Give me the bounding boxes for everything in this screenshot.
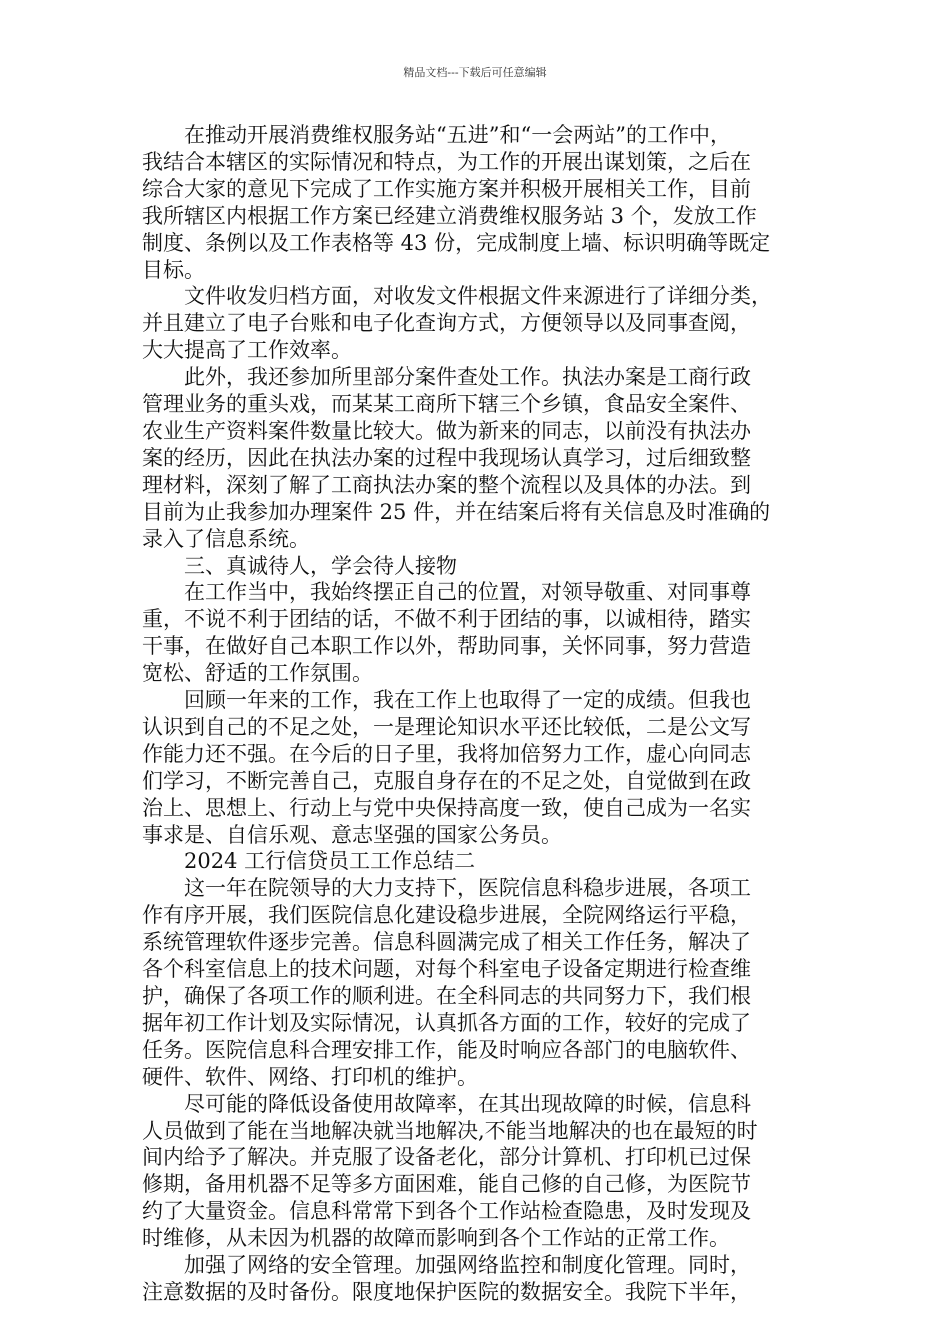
- text-line: 目前为止我参加办理案件 25 件，并在结案后将有关信息及时准确的: [142, 499, 771, 524]
- text-line: 事求是、自信乐观、意志坚强的国家公务员。: [142, 822, 562, 847]
- text-line: 文件收发归档方面，对收发文件根据文件来源进行了详细分类，: [184, 284, 772, 309]
- text-line: 三、真诚待人，学会待人接物: [184, 553, 457, 578]
- paragraph: [142, 1091, 822, 1252]
- text-line: 们学习，不断完善自己，克服自身存在的不足之处，自觉做到在政: [142, 768, 751, 793]
- page-header: 精品文档---下载后可任意编辑: [403, 66, 547, 79]
- text-line: 系统管理软件逐步完善。信息科圆满完成了相关工作任务，解决了: [142, 930, 751, 955]
- paragraph: [142, 687, 822, 848]
- text-line: 干事，在做好自己本职工作以外，帮助同事，关怀同事，努力营造: [142, 634, 751, 659]
- text-line: 此外，我还参加所里部分案件查处工作。执法办案是工商行政: [184, 365, 751, 390]
- text-line: 修期，备用机器不足等多方面困难，能自己修的自己修，为医院节: [142, 1172, 751, 1197]
- text-line: 任务。医院信息科合理安排工作，能及时响应各部门的电脑软件、: [142, 1037, 751, 1062]
- text-line: 农业生产资料案件数量比较大。做为新来的同志，以前没有执法办: [142, 418, 751, 443]
- text-line: 各个科室信息上的技术问题，对每个科室电子设备定期进行检查维: [142, 957, 751, 982]
- text-line: 宽松、舒适的工作氛围。: [142, 661, 373, 686]
- paragraph: [142, 553, 822, 580]
- text-line: 2024 工行信贷员工工作总结二: [184, 849, 476, 874]
- text-line: 制度、条例以及工作表格等 43 份，完成制度上墙、标识明确等既定: [142, 230, 771, 255]
- text-line: 作有序开展，我们医院信息化建设稳步进展，全院网络运行平稳，: [142, 903, 751, 928]
- text-line: 这一年在院领导的大力支持下，医院信息科稳步进展，各项工: [184, 876, 751, 901]
- document-body: [142, 122, 822, 1306]
- text-line: 案的经历，因此在执法办案的过程中我现场认真学习，过后细致整: [142, 445, 751, 470]
- text-line: 治上、思想上、行动上与党中央保持高度一致，使自己成为一名实: [142, 795, 751, 820]
- paragraph: [142, 1252, 822, 1306]
- text-line: 硬件、软件、网络、打印机的维护。: [142, 1064, 478, 1089]
- paragraph: [142, 122, 822, 283]
- text-line: 并且建立了电子台账和电子化查询方式，方便领导以及同事查阅，: [142, 311, 751, 336]
- paragraph: [142, 283, 822, 364]
- text-line: 回顾一年来的工作，我在工作上也取得了一定的成绩。但我也: [184, 688, 751, 713]
- text-line: 综合大家的意见下完成了工作实施方案并积极开展相关工作，目前: [142, 176, 751, 201]
- text-line: 注意数据的及时备份。限度地保护医院的数据安全。我院下半年，: [142, 1279, 751, 1304]
- text-line: 人员做到了能在当地解决就当地解决,不能当地解决的也在最短的时: [142, 1118, 758, 1143]
- paragraph: [142, 848, 822, 875]
- text-line: 我结合本辖区的实际情况和特点，为工作的开展出谋划策，之后在: [142, 149, 751, 174]
- text-line: 尽可能的降低设备使用故障率，在其出现故障的时候，信息科: [184, 1091, 751, 1116]
- text-line: 在工作当中，我始终摆正自己的位置，对领导敬重、对同事尊: [184, 580, 751, 605]
- text-line: 作能力还不强。在今后的日子里，我将加倍努力工作，虚心向同志: [142, 741, 751, 766]
- text-line: 约了大量资金。信息科常常下到各个工作站检查隐患，及时发现及: [142, 1199, 751, 1224]
- text-line: 理材料，深刻了解了工商执法办案的整个流程以及具体的办法。到: [142, 472, 751, 497]
- text-line: 目标。: [142, 257, 205, 282]
- text-line: 护，确保了各项工作的顺利进。在全科同志的共同努力下，我们根: [142, 984, 751, 1008]
- text-line: 大大提高了工作效率。: [142, 338, 352, 363]
- paragraph: [142, 579, 822, 687]
- text-line: 在推动开展消费维权服务站“五进”和“一会两站”的工作中，: [184, 123, 731, 147]
- text-line: 间内给予了解决。并克服了设备老化，部分计算机、打印机已过保: [142, 1145, 751, 1170]
- paragraph: [142, 875, 822, 1090]
- text-line: 认识到自己的不足之处，一是理论知识水平还比较低，二是公文写: [142, 714, 751, 739]
- text-line: 据年初工作计划及实际情况，认真抓各方面的工作，较好的完成了: [142, 1010, 751, 1035]
- paragraph: [142, 364, 822, 552]
- text-line: 重，不说不利于团结的话，不做不利于团结的事，以诚相待，踏实: [142, 607, 751, 632]
- text-line: 时维修，从未因为机器的故障而影响到各个工作站的正常工作。: [142, 1226, 730, 1251]
- text-line: 录入了信息系统。: [142, 526, 310, 551]
- text-line: 我所辖区内根据工作方案已经建立消费维权服务站 3 个，发放工作: [142, 203, 757, 228]
- text-line: 管理业务的重头戏，而某某工商所下辖三个乡镇，食品安全案件、: [142, 392, 751, 417]
- text-line: 加强了网络的安全管理。加强网络监控和制度化管理。同时，: [184, 1253, 751, 1278]
